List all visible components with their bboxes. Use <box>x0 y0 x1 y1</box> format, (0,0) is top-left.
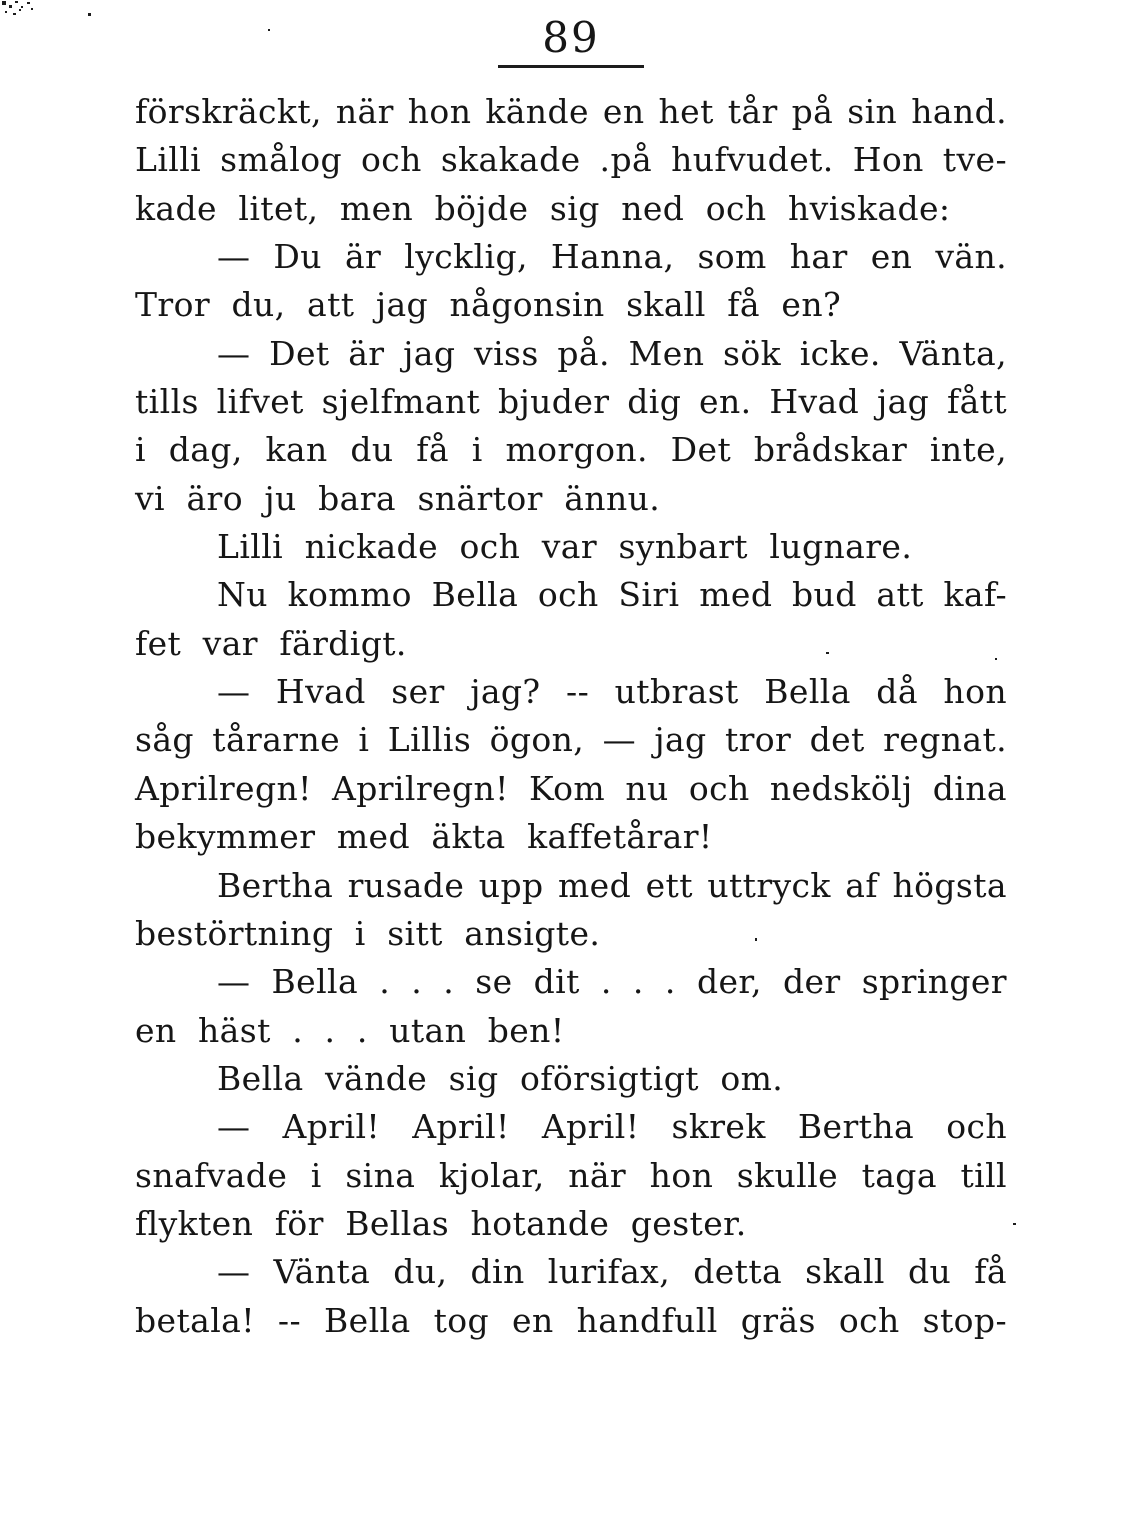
speckle-dot <box>2 1 6 5</box>
text-line: betala! -- Bella tog en handfull gräs och stop- <box>135 1300 1007 1340</box>
text-line: såg tårarne i Lillis ögon, — jag tror det regnat. <box>135 720 1007 760</box>
text-line: Lilli nickade och var synbart lugnare. <box>217 527 913 567</box>
text-line: — Vänta du, din lurifax, detta skall du få <box>217 1252 1007 1292</box>
speckle-dot <box>755 938 757 941</box>
page-number: 89 <box>542 13 600 62</box>
text-line: — Du är lycklig, Hanna, som har en vän. <box>217 237 1007 277</box>
speckle-dot <box>21 6 23 8</box>
text-line: Bella vände sig oförsigtigt om. <box>217 1058 784 1098</box>
page-number-rule <box>498 65 644 68</box>
text-line: fet var färdigt. <box>135 623 407 663</box>
text-line: snafvade i sina kjolar, när hon skulle taga till <box>135 1155 1007 1195</box>
text-line: kade litet, men böjde sig ned och hviskade: <box>135 188 951 228</box>
text-line: en häst . . . utan ben! <box>135 1010 565 1050</box>
text-line: — Hvad ser jag? -- utbrast Bella då hon <box>217 672 1007 712</box>
speckle-dot <box>13 13 16 15</box>
text-line: i dag, kan du få i morgon. Det brådskar inte, <box>135 430 1007 470</box>
text-line: förskräckt, när hon kände en het tår på sin hand. <box>135 92 1007 131</box>
speckle-dot <box>268 29 270 31</box>
speckle-dot <box>9 5 12 8</box>
text-line: bestörtning i sitt ansigte. <box>135 913 601 953</box>
speckle-dot <box>1013 1223 1016 1225</box>
speckle-dot <box>5 11 7 13</box>
text-line: — Det är jag viss på. Men sök icke. Vänta, <box>217 333 1007 373</box>
text-line: vi äro ju bara snärtor ännu. <box>135 478 661 518</box>
text-line: tills lifvet sjelfmant bjuder dig en. Hvad jag fått <box>135 382 1007 422</box>
text-line: flykten för Bellas hotande gester. <box>135 1203 747 1243</box>
text-line: Bertha rusade upp med ett uttryck af högsta <box>217 865 1007 905</box>
text-line: Aprilregn! Aprilregn! Kom nu och nedskölj dina <box>135 768 1007 808</box>
speckle-dot <box>826 652 829 654</box>
page-text <box>135 88 1007 1345</box>
text-line: — April! April! April! skrek Bertha och <box>217 1107 1007 1147</box>
text-line: bekymmer med äkta kaffetårar! <box>135 817 713 857</box>
text-line: Tror du, att jag någonsin skall få en? <box>135 285 842 325</box>
speckle-dot <box>88 13 91 16</box>
text-line: — Bella . . . se dit . . . der, der springer <box>217 962 1007 1002</box>
speckle-dot <box>19 9 21 11</box>
speckle-dot <box>995 658 997 660</box>
text-line: Nu kommo Bella och Siri med bud att kaf- <box>217 575 1007 615</box>
speckle-dot <box>31 8 33 10</box>
speckle-dot <box>15 1 18 3</box>
text-line: Lilli smålog och skakade .på hufvudet. Hon tve- <box>135 140 1007 180</box>
speckle-dot <box>27 2 30 4</box>
